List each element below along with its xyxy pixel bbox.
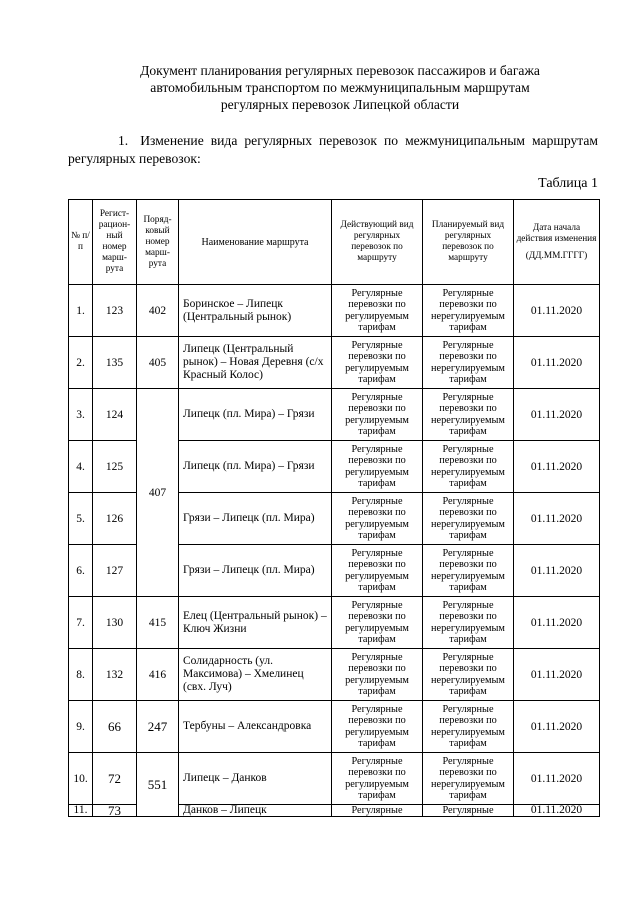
cell-name: Солидарность (ул. Максимова) – Хмелинец (свх. Луч) [179,649,332,701]
table-row [69,285,600,337]
cell-date: 01.11.2020 [514,545,600,597]
header-date-format: (ДД.ММ.ГГГГ) [525,250,588,261]
cell-date: 01.11.2020 [514,389,600,441]
cell-planned: Регулярные перевозки по нерегулируемым тарифам [423,753,514,805]
cell-reg: 73 [93,805,137,817]
cell-planned: Регулярные перевозки по нерегулируемым тарифам [423,597,514,649]
cell-reg: 126 [93,493,137,545]
cell-planned: Регулярные перевозки по нерегулируемым тарифам [423,701,514,753]
header-current: Действующий вид регулярных перевозок по маршруту [332,200,423,285]
cell-seq-merged: 407 [137,389,179,597]
cell-date: 01.11.2020 [514,753,600,805]
cell-current: Регулярные [332,805,423,817]
header-num: № п/п [69,200,93,285]
cell-seq: 402 [137,285,179,337]
cell-name: Тербуны – Александровка [179,701,332,753]
cell-current: Регулярные перевозки по регулируемым тарифам [332,389,423,441]
header-reg: Регист- рацион- ный номер марш- рута [93,200,137,285]
cell-reg: 125 [93,441,137,493]
cell-num: 9. [69,701,93,753]
header-date [514,200,600,285]
cell-num: 3. [69,389,93,441]
table-label: Таблица 1 [538,176,598,191]
cell-date: 01.11.2020 [514,337,600,389]
cell-name: Грязи – Липецк (пл. Мира) [179,545,332,597]
cell-date: 01.11.2020 [514,649,600,701]
cell-seq: 405 [137,337,179,389]
cell-date: 01.11.2020 [514,597,600,649]
table-row [69,597,600,649]
cell-num: 11. [69,805,93,817]
cell-reg: 127 [93,545,137,597]
cell-name: Боринское – Липецк (Центральный рынок) [179,285,332,337]
cell-seq: 415 [137,597,179,649]
cell-seq: 416 [137,649,179,701]
cell-num: 10. [69,753,93,805]
cell-date: 01.11.2020 [514,441,600,493]
cell-name: Липецк (пл. Мира) – Грязи [179,441,332,493]
cell-date: 01.11.2020 [514,805,600,817]
cell-current: Регулярные перевозки по регулируемым тарифам [332,649,423,701]
cell-current: Регулярные перевозки по регулируемым тарифам [332,493,423,545]
table-row [69,753,600,805]
section-heading [68,132,598,168]
document-title [80,62,600,113]
cell-current: Регулярные перевозки по регулируемым тарифам [332,337,423,389]
section-number: 1. [118,133,129,148]
cell-reg: 135 [93,337,137,389]
cell-current: Регулярные перевозки по регулируемым тарифам [332,545,423,597]
cell-num: 7. [69,597,93,649]
cell-planned: Регулярные перевозки по нерегулируемым тарифам [423,649,514,701]
cell-num: 8. [69,649,93,701]
title-line: автомобильным транспортом по межмуниципальным маршрутам [150,80,530,95]
header-date-label: Дата начала действия изменения [516,222,597,244]
cell-current: Регулярные перевозки по регулируемым тарифам [332,701,423,753]
cell-num: 4. [69,441,93,493]
cell-reg: 66 [93,701,137,753]
cell-seq: 247 [137,701,179,753]
cell-planned: Регулярные перевозки по нерегулируемым тарифам [423,545,514,597]
cell-date: 01.11.2020 [514,701,600,753]
cell-current: Регулярные перевозки по регулируемым тарифам [332,441,423,493]
cell-name: Елец (Центральный рынок) – Ключ Жизни [179,597,332,649]
table-header-row [69,200,600,285]
cell-date: 01.11.2020 [514,493,600,545]
header-name: Наименование маршрута [179,200,332,285]
table-row [69,649,600,701]
cell-reg: 130 [93,597,137,649]
cell-num: 5. [69,493,93,545]
cell-planned: Регулярные перевозки по нерегулируемым тарифам [423,389,514,441]
cell-name: Данков – Липецк [179,805,332,817]
cell-name: Грязи – Липецк (пл. Мира) [179,493,332,545]
header-planned: Планируемый вид регулярных перевозок по маршруту [423,200,514,285]
cell-num: 6. [69,545,93,597]
cell-planned: Регулярные перевозки по нерегулируемым тарифам [423,285,514,337]
cell-reg: 132 [93,649,137,701]
cell-planned: Регулярные перевозки по нерегулируемым тарифам [423,493,514,545]
cell-num: 2. [69,337,93,389]
cell-seq-merged: 551 [137,753,179,817]
section-text: Изменение вида регулярных перевозок по межмуниципальным маршрутам регулярных перевозок: [68,133,598,166]
cell-reg: 123 [93,285,137,337]
cell-reg: 124 [93,389,137,441]
cell-current: Регулярные перевозки по регулируемым тарифам [332,597,423,649]
table-row [69,389,600,441]
table-row [69,337,600,389]
table-row [69,701,600,753]
routes-table [68,199,600,817]
title-line: регулярных перевозок Липецкой области [220,97,460,112]
cell-current: Регулярные перевозки по регулируемым тарифам [332,753,423,805]
header-seq: Поряд- ковый номер марш- рута [137,200,179,285]
cell-planned: Регулярные перевозки по нерегулируемым тарифам [423,441,514,493]
cell-name: Липецк (Центральный рынок) – Новая Деревня (с/х Красный Колос) [179,337,332,389]
title-line: Документ планирования регулярных перевозок пассажиров и багажа [140,63,540,78]
cell-reg: 72 [93,753,137,805]
cell-current: Регулярные перевозки по регулируемым тарифам [332,285,423,337]
cell-date: 01.11.2020 [514,285,600,337]
cell-planned: Регулярные [423,805,514,817]
cell-planned: Регулярные перевозки по нерегулируемым тарифам [423,337,514,389]
cell-name: Липецк – Данков [179,753,332,805]
cell-num: 1. [69,285,93,337]
cell-name: Липецк (пл. Мира) – Грязи [179,389,332,441]
